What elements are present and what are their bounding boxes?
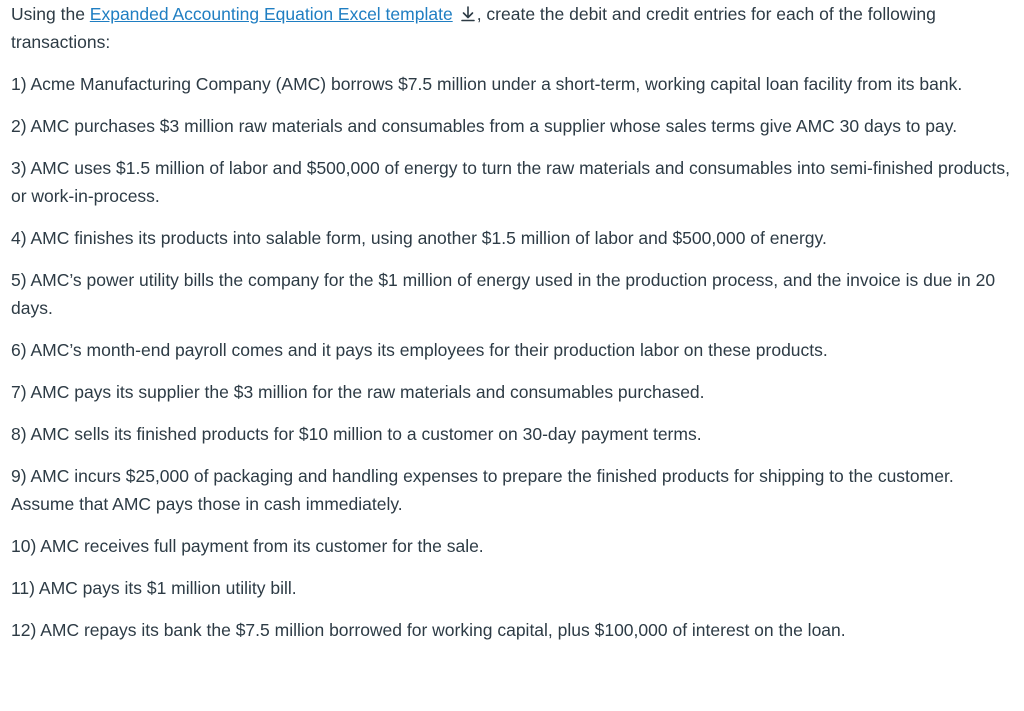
transaction-item: 3) AMC uses $1.5 million of labor and $500,000 of energy to turn the raw materials and consumables into semi-finished products, or work-in-process. — [11, 158, 1011, 206]
transaction-item: 5) AMC’s power utility bills the company for the $1 million of energy used in the production process, and the invoice is due in 20 days. — [11, 270, 996, 318]
intro-prefix: Using the — [11, 4, 90, 24]
download-icon[interactable] — [459, 3, 477, 21]
transaction-item: 4) AMC finishes its products into salable form, using another $1.5 million of labor and $500,000 of energy. — [11, 228, 827, 248]
transaction-item: 2) AMC purchases $3 million raw materials and consumables from a supplier whose sales terms give AMC 30 days to pay. — [11, 116, 958, 136]
template-link[interactable]: Expanded Accounting Equation Excel template — [89, 4, 453, 24]
transaction-item: 10) AMC receives full payment from its customer for the sale. — [11, 536, 484, 556]
transaction-item: 7) AMC pays its supplier the $3 million for the raw materials and consumables purchased. — [11, 382, 705, 402]
transaction-item: 9) AMC incurs $25,000 of packaging and handling expenses to prepare the finished products for shipping to the customer. Assume that AMC pays those in cash immediately. — [11, 466, 954, 514]
intro-suffix: , create the debit and credit entries for each of the following transactions: — [11, 4, 936, 52]
transaction-item: 11) AMC pays its $1 million utility bill. — [11, 578, 297, 598]
transaction-item: 1) Acme Manufacturing Company (AMC) borrows $7.5 million under a short-term, working capital loan facility from its bank. — [11, 74, 963, 94]
transaction-item: 6) AMC’s month-end payroll comes and it pays its employees for their production labor on these products. — [11, 340, 828, 360]
transaction-item: 12) AMC repays its bank the $7.5 million borrowed for working capital, plus $100,000 of interest on the loan. — [11, 620, 846, 640]
transaction-item: 8) AMC sells its finished products for $10 million to a customer on 30-day payment terms. — [11, 424, 702, 444]
intro-paragraph — [11, 0, 1014, 56]
